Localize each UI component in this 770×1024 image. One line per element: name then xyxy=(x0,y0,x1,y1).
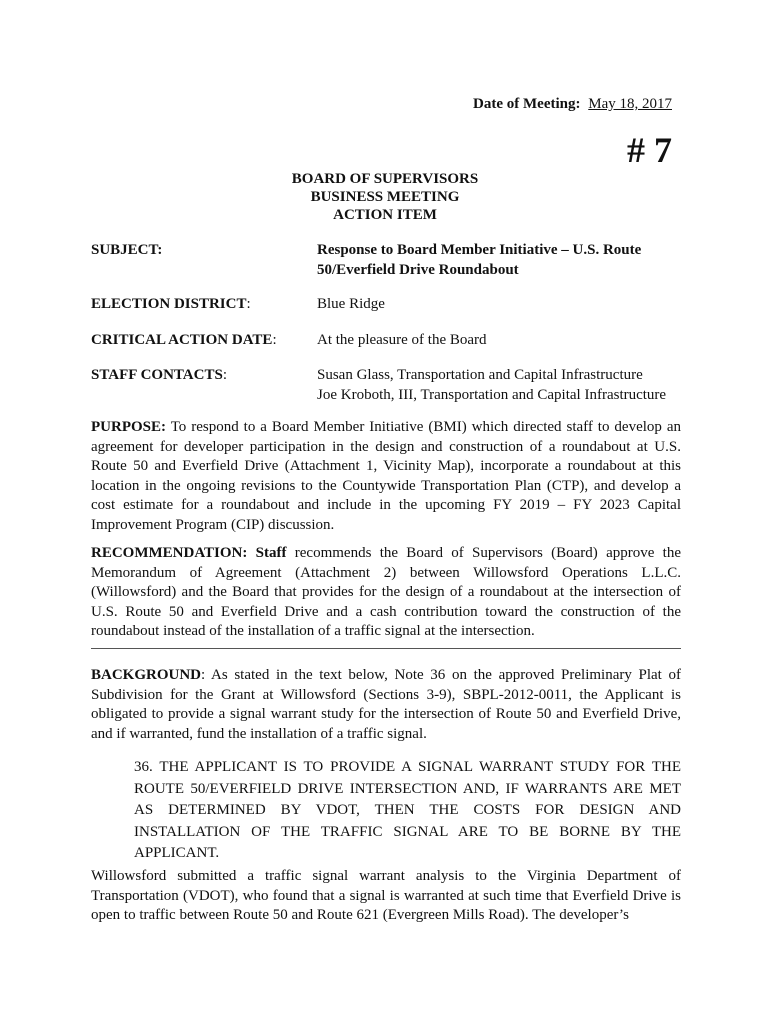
subject-field xyxy=(91,241,681,280)
critical-action-date-label xyxy=(91,331,277,351)
background-paragraph xyxy=(91,666,681,744)
election-district-label-text: ELECTION DISTRICT xyxy=(91,296,247,312)
subject-label: SUBJECT: xyxy=(91,242,163,258)
critical-action-date-field xyxy=(91,331,681,351)
staff-contact-2: Joe Kroboth, III, Transportation and Capital Infrastructure xyxy=(317,386,667,403)
document-header xyxy=(0,170,770,224)
staff-contacts-label-text: STAFF CONTACTS xyxy=(91,367,223,383)
section-divider xyxy=(91,648,681,649)
background-heading: BACKGROUND xyxy=(91,667,202,683)
subject-value xyxy=(317,241,681,280)
critical-action-date-label-text: CRITICAL ACTION DATE xyxy=(91,332,273,348)
header-action-item: ACTION ITEM xyxy=(333,207,437,223)
election-district-colon: : xyxy=(246,296,251,312)
note-36-quote: 36. THE APPLICANT IS TO PROVIDE A SIGNAL WARRANT STUDY FOR THE ROUTE 50/EVERFIELD DRIVE INTERSECTION AND, IF WARRANTS ARE MET AS DETERMINED BY VDOT, THEN THE COSTS FOR DESIGN AND INSTALLATION OF THE TRAFFIC SIGNAL ARE TO BE BORNE BY THE APPLICANT. xyxy=(134,759,681,861)
election-district-value: Blue Ridge xyxy=(317,296,385,312)
recommendation-text: recommends the Board of Supervisors (Board) approve the Memorandum of Agreement (Attachment 2) between Willowsford Operations L.L.C. (Willowsford) and the Board that provides for the design of a roundabout at the intersection of U.S. Route 50 and Everfield Drive and a cash contribution toward the construction of the roundabout instead of the installation of a traffic signal at the intersection. xyxy=(91,545,681,639)
meeting-date-label: Date of Meeting: xyxy=(473,96,581,112)
header-board: BOARD OF SUPERVISORS xyxy=(291,171,479,187)
election-district-field xyxy=(91,295,681,315)
recommendation-paragraph xyxy=(91,544,681,642)
recommendation-lead: Staff xyxy=(255,545,287,561)
meeting-date xyxy=(473,96,672,113)
staff-contacts-value xyxy=(317,366,681,405)
purpose-text: To respond to a Board Member Initiative (BMI) which directed staff to develop an agreement for developer participation in the design and construction of a roundabout at U.S. Route 50 and Everfield Drive (Attachment 1, Vicinity Map), incorporate a roundabout at this location in the ongoing revisions to the Countywide Transportation Plan (CTP), and develop a cost estimate for a roundabout and include in the upcoming FY 2019 – FY 2023 Capital Improvement Program (CIP) discussion. xyxy=(91,419,682,533)
staff-contact-1: Susan Glass, Transportation and Capital Infrastructure xyxy=(317,367,643,383)
background-colon: : xyxy=(201,667,206,683)
recommendation-heading: RECOMMENDATION: xyxy=(91,545,248,561)
meeting-date-value: May 18, 2017 xyxy=(588,96,672,112)
critical-action-date-colon: : xyxy=(272,332,277,348)
staff-contacts-label xyxy=(91,366,227,386)
staff-contacts-colon: : xyxy=(222,367,227,383)
item-number: # 7 xyxy=(627,130,672,170)
header-meeting: BUSINESS MEETING xyxy=(310,189,460,205)
subject-value-line1: Response to Board Member Initiative – U.S. Route xyxy=(317,242,642,258)
subject-value-line2: 50/Everfield Drive Roundabout xyxy=(317,261,519,278)
background-text: As stated in the text below, Note 36 on the approved Preliminary Plat of Subdivision for the Grant at Willowsford (Sections 3-9), SBPL-2012-0011, the Applicant is obligated to provide a signal warrant study for the intersection of Route 50 and Everfield Drive, and if warranted, fund the installation of a traffic signal. xyxy=(91,667,681,742)
election-district-label xyxy=(91,295,251,315)
willowsford-paragraph: Willowsford submitted a traffic signal warrant analysis to the Virginia Department of Transportation (VDOT), who found that a signal is warranted at such time that Everfield Drive is open to traffic between Route 50 and Route 621 (Evergreen Mills Road). The developer’s xyxy=(91,868,681,923)
critical-action-date-value: At the pleasure of the Board xyxy=(317,332,487,348)
staff-contacts-field xyxy=(91,366,681,405)
purpose-paragraph xyxy=(91,418,681,535)
purpose-heading: PURPOSE: xyxy=(91,419,166,435)
